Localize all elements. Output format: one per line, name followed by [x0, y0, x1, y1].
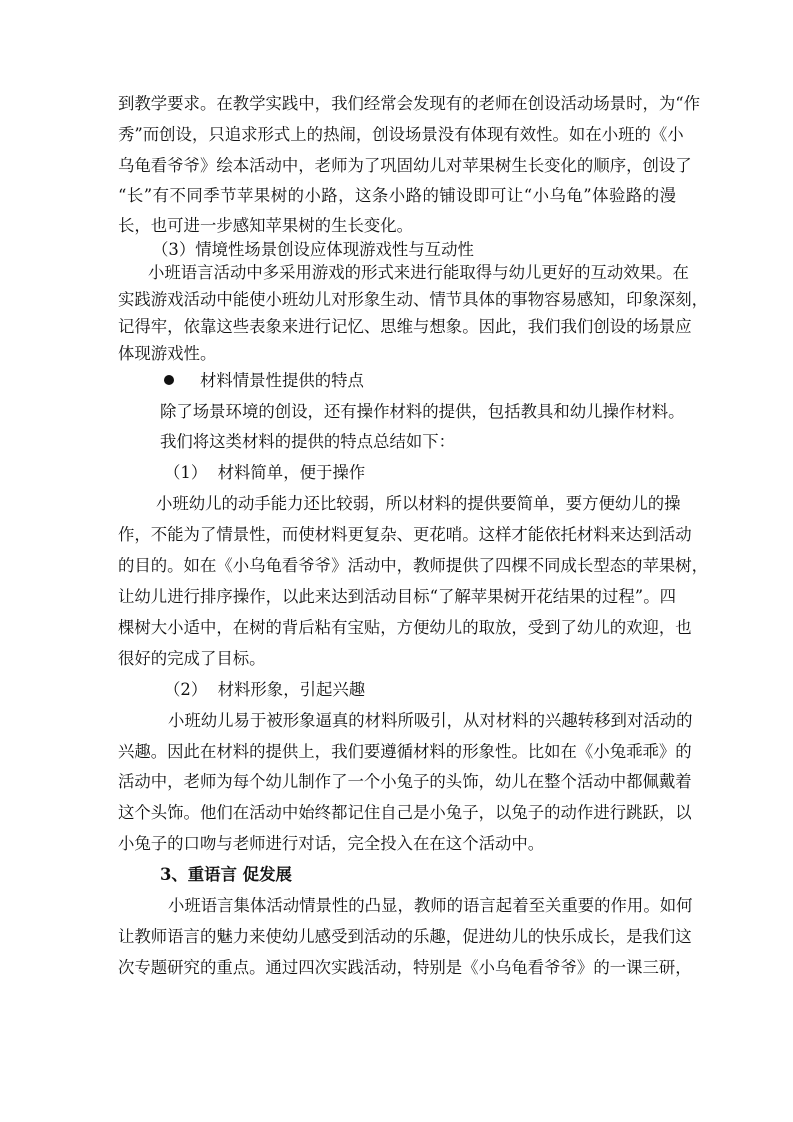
paragraph-line: 这个头饰。他们在活动中始终都记住自己是小兔子，以兔子的动作进行跳跃，以: [118, 803, 692, 822]
paragraph-line: 让幼儿进行排序操作，以此来达到活动目标“了解苹果树开花结果的过程”。四: [118, 587, 676, 606]
paragraph-line: 次专题研究的重点。通过四次实践活动，特别是《小乌龟看爷爷》的一课三研，: [118, 958, 692, 977]
bullet-heading-label: 材料情景性提供的特点: [200, 371, 364, 390]
paragraph-line: 体现游戏性。: [118, 344, 217, 363]
paragraph-line: 的目的。如在《小乌龟看爷爷》活动中，教师提供了四棵不同成长型态的苹果树，: [118, 556, 709, 575]
paragraph-line: 活动中，老师为每个幼儿制作了一个小兔子的头饰，幼儿在整个活动中都佩戴着: [118, 772, 692, 791]
paragraph-line: 棵树大小适中，在树的背后粘有宝贴，方便幼儿的取放，受到了幼儿的欢迎，也: [118, 618, 692, 637]
paragraph-line: 实践游戏活动中能使小班幼儿对形象生动、情节具体的事物容易感知，印象深刻，: [118, 290, 709, 309]
paragraph-line: 小班幼儿的动手能力还比较弱，所以材料的提供要简单，要方便幼儿的操: [156, 494, 681, 513]
bullet-icon: [164, 375, 174, 385]
paragraph-line: 除了场景环境的创设，还有操作材料的提供，包括教具和幼儿操作材料。: [160, 402, 685, 421]
paragraph-line: 小班语言集体活动情景性的凸显，教师的语言起着至关重要的作用。如何: [168, 896, 693, 915]
paragraph-line: 乌龟看爷爷》绘本活动中，老师为了巩固幼儿对苹果树生长变化的顺序，创设了: [118, 156, 692, 175]
paragraph-line: 长，也可进一步感知苹果树的生长变化。: [118, 216, 414, 235]
paragraph-line: 我们将这类材料的提供的特点总结如下：: [160, 432, 456, 451]
section-heading: （2） 材料形象，引起兴趣: [164, 680, 366, 699]
paragraph-line: 让教师语言的魅力来使幼儿感受到活动的乐趣，促进幼儿的快乐成长，是我们这: [118, 927, 692, 946]
paragraph-line: 小班语言活动中多采用游戏的形式来进行能取得与幼儿更好的互动效果。在: [148, 263, 689, 282]
paragraph-line: 兴趣。因此在材料的提供上，我们要遵循材料的形象性。比如在《小兔乖乖》的: [118, 742, 692, 761]
paragraph-line: 记得牢，依靠这些表象来进行记忆、思维与想象。因此，我们我们创设的场景应: [118, 317, 692, 336]
paragraph-line: 到教学要求。在教学实践中，我们经常会发现有的老师在创设活动场景时，为“作: [118, 94, 701, 113]
section-heading: （1） 材料简单，便于操作: [164, 463, 366, 482]
paragraph-line: 很好的完成了目标。: [118, 649, 266, 668]
section-heading: （3）情境性场景创设应体现游戏性与互动性: [152, 240, 474, 259]
paragraph-line: “长”有不同季节苹果树的小路，这条小路的铺设即可让“小乌龟”体验路的漫: [118, 186, 676, 205]
paragraph-line: 作，不能为了情景性，而使材料更复杂、更花哨。这样才能依托材料来达到活动: [118, 525, 692, 544]
paragraph-line: 小班幼儿易于被形象逼真的材料所吸引，从对材料的兴趣转移到对活动的: [168, 711, 693, 730]
paragraph-line: 秀”而创设，只追求形式上的热闹，创设场景没有体现有效性。如在小班的《小: [118, 125, 684, 144]
paragraph-line: 小兔子的口吻与老师进行对话，完全投入在在这个活动中。: [118, 834, 545, 853]
section-heading-bold: 3、重语言 促发展: [160, 865, 292, 884]
bullet-heading: [164, 371, 364, 391]
